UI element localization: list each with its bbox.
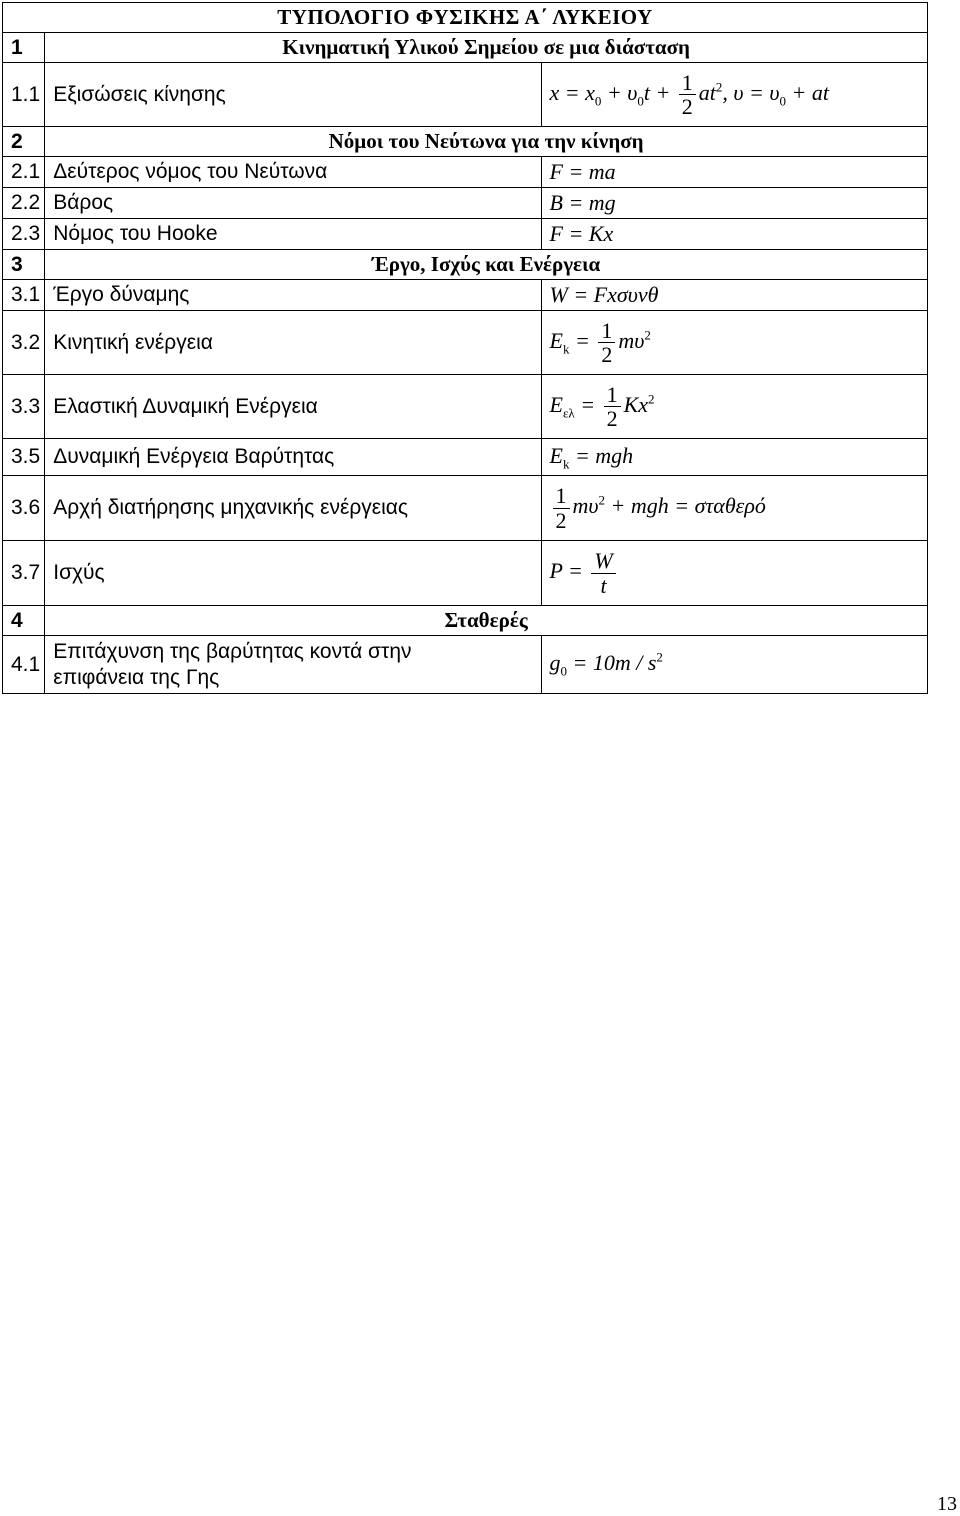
row-name: Ισχύς [45,541,541,606]
row-number: 1.1 [3,63,45,127]
row-formula [541,439,928,476]
table-row [3,375,928,439]
section-number: 4 [3,606,45,636]
row-name: Έργο δύναμης [45,280,541,311]
fraction-work-over-time: $\frac{W}{t}$ [591,549,615,596]
section-row-2 [3,127,928,157]
table-row [3,541,928,606]
row-formula [541,188,928,219]
formula-newton-second-law: F = ma [549,158,616,184]
row-formula [541,157,928,188]
section-title: Σταθερές [45,606,928,636]
row-number: 2.3 [3,219,45,250]
table-row [3,311,928,375]
section-number: 1 [3,33,45,63]
row-formula [541,375,928,439]
row-name: Εξισώσεις κίνησης [45,63,541,127]
formula-power: P = $\frac{W}{t}$ [550,558,619,583]
table-row [3,188,928,219]
formula-weight: B = mg [549,189,616,215]
row-name: Ελαστική Δυναμική Ενέργεια [45,375,541,439]
formula-elastic-energy: $E_{\varepsilon\lambda}$ = $\frac{1}{2}$ Kx$^2$ [549,381,655,431]
row-name: Κινητική ενέργεια [45,311,541,375]
row-name-line-2: επιφάνεια της Γης [53,665,220,689]
row-formula [541,311,928,375]
formula-gravitational-energy: $E_k$ = mgh [549,442,634,471]
fraction-half: $\frac{1}{2}$ [604,383,621,430]
row-name [45,636,541,694]
row-formula [541,219,928,250]
row-name: Αρχή διατήρησης μηχανικής ενέργειας [45,476,541,541]
row-name: Δεύτερος νόμος του Νεύτωνα [45,157,541,188]
fraction-half: $\frac{1}{2}$ [679,71,696,118]
fraction-half: $\frac{1}{2}$ [598,319,615,366]
row-number: 3.5 [3,439,45,476]
table-row [3,157,928,188]
formula-work: W = Fxσυνθ [549,281,659,307]
row-number: 2.2 [3,188,45,219]
row-formula [541,63,928,127]
page-number: 13 [937,1493,957,1515]
sheet-title: ΤΥΠΟΛΟΓΙΟ ΦΥΣΙΚΗΣ Α΄ ΛΥΚΕΙΟΥ [3,3,928,33]
table-row [3,636,928,694]
row-number: 4.1 [3,636,45,694]
formula-equations-of-motion: $x = x_0 + \upsilon_0t$ + $\frac{1}{2}$ $at^2$, $\upsilon = \upsilon_0$ + at [549,69,829,119]
section-number: 2 [3,127,45,157]
row-name: Νόμος του Hooke [45,219,541,250]
row-number: 3.6 [3,476,45,541]
table-row [3,476,928,541]
row-formula [541,476,928,541]
section-title: Νόμοι του Νεύτωνα για την κίνηση [45,127,928,157]
section-title: Κινηματική Υλικού Σημείου σε μια διάσταση [45,33,928,63]
formula-sheet-table [2,2,928,694]
row-formula [541,636,928,694]
section-row-4 [3,606,928,636]
row-number: 3.1 [3,280,45,311]
row-number: 3.3 [3,375,45,439]
row-formula [541,280,928,311]
row-number: 3.2 [3,311,45,375]
row-number: 3.7 [3,541,45,606]
row-name-line-1: Επιτάχυνση της βαρύτητας κοντά στην [53,640,412,664]
table-row [3,219,928,250]
section-row-1 [3,33,928,63]
formula-energy-conservation: $\frac{1}{2}$ $m\upsilon^2$ + mgh = σταθερό [550,493,766,518]
row-formula [541,541,928,606]
section-row-3 [3,250,928,280]
row-number: 2.1 [3,157,45,188]
row-name: Δυναμική Ενέργεια Βαρύτητας [45,439,541,476]
table-row [3,63,928,127]
title-row [3,3,928,33]
table-row [3,280,928,311]
formula-hooke-law: F = Kx [549,220,614,246]
section-title: Έργο, Ισχύς και Ενέργεια [45,250,928,280]
formula-kinetic-energy: $E_k$ = $\frac{1}{2}$ $m\upsilon^2$ [549,317,651,367]
formula-gravity-acceleration: $g_0 = 10m / s^2$ [549,649,663,679]
section-number: 3 [3,250,45,280]
fraction-half: $\frac{1}{2}$ [553,484,570,531]
table-row [3,439,928,476]
row-name: Βάρος [45,188,541,219]
